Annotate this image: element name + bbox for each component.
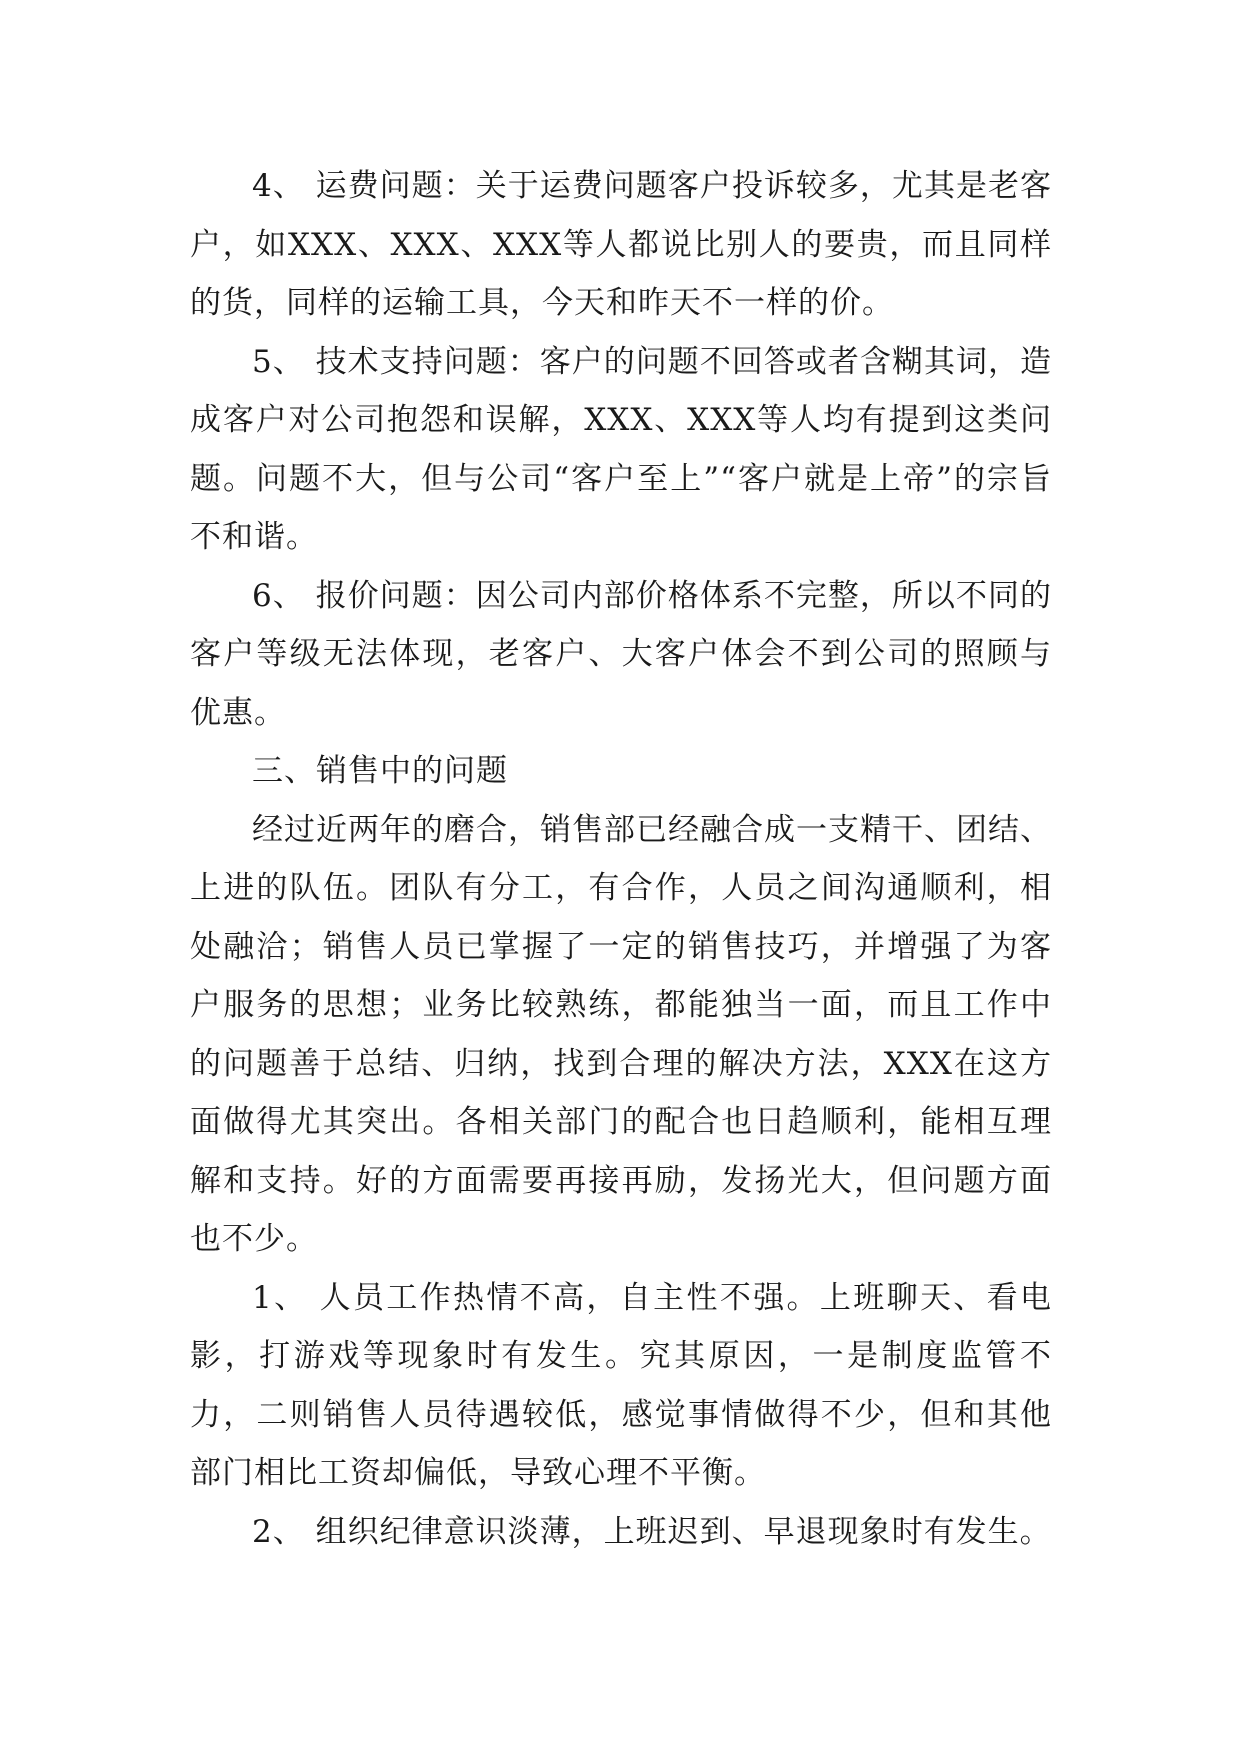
paragraph-sales-team-overview: 经过近两年的磨合，销售部已经融合成一支精干、团结、上进的队伍。团队有分工，有合作，人员之间沟通顺利，相处融洽；销售人员已掌握了一定的销售技巧，并增强了为客户服务的思想；业务比较熟练，都能独当一面，而且工作中的问题善于总结、归纳，找到合理的解决方法，XXX在这方面做得尤其突出。各相关部门的配合也日趋顺利，能相互理解和支持。好的方面需要再接再励，发扬光大，但问题方面也不少。 — [190, 811, 1052, 1257]
section-heading-sales-issues: 三、销售中的问题 — [252, 753, 508, 789]
paragraph-discipline: 2、 组织纪律意识淡薄，上班迟到、早退现象时有发生。 — [252, 1513, 1052, 1550]
paragraph-tech-support-issue: 5、 技术支持问题：客户的问题不回答或者含糊其词，造成客户对公司抱怨和误解，XXX、XXX等人均有提到这类问题。问题不大，但与公司“客户至上”“客户就是上帝”的宗旨不和谐。 — [190, 343, 1052, 555]
paragraph-quotation-issue: 6、 报价问题：因公司内部价格体系不完整，所以不同的客户等级无法体现，老客户、大客户体会不到公司的照顾与优惠。 — [190, 577, 1052, 731]
document-body — [190, 157, 1052, 1561]
paragraph-freight-issue: 4、 运费问题：关于运费问题客户投诉较多，尤其是老客户，如XXX、XXX、XXX等人都说比别人的要贵，而且同样的货，同样的运输工具，今天和昨天不一样的价。 — [190, 168, 1052, 321]
paragraph-staff-enthusiasm: 1、 人员工作热情不高，自主性不强。上班聊天、看电影，打游戏等现象时有发生。究其原因，一是制度监管不力，二则销售人员待遇较低，感觉事情做得不少，但和其他部门相比工资却偏低，导致心理不平衡。 — [190, 1279, 1052, 1491]
